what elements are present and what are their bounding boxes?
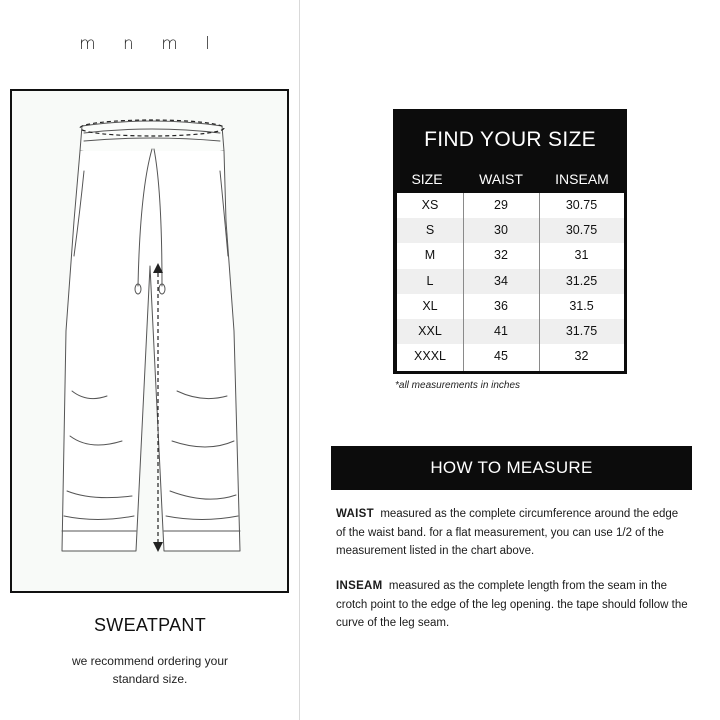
column-divider [539, 193, 540, 371]
cell-inseam: 30.75 [565, 198, 598, 212]
cell-inseam: 31.5 [569, 299, 594, 313]
header-inseam: INSEAM [555, 171, 609, 187]
cell-waist: 41 [494, 324, 508, 338]
waist-label: WAIST [336, 508, 374, 520]
cell-size: L [426, 274, 434, 288]
cell-inseam: 31.75 [565, 324, 598, 338]
left-panel [0, 0, 300, 720]
cell-inseam: 30.75 [565, 223, 598, 237]
illustration-frame [10, 89, 289, 593]
table-row [397, 218, 624, 243]
cell-inseam: 32 [574, 349, 589, 363]
cell-size: S [425, 223, 435, 237]
size-chart-body [397, 193, 624, 371]
table-row [397, 243, 624, 268]
cell-waist: 29 [494, 198, 508, 212]
how-to-measure-title: HOW TO MEASURE [331, 446, 692, 490]
cell-waist: 34 [494, 274, 508, 288]
table-row [397, 294, 624, 319]
inseam-instructions [336, 577, 688, 633]
inseam-label: INSEAM [336, 580, 383, 592]
waist-text: measured as the complete circumference around the edge of the waist band. for a flat measurement, you can use 1/2 of the measurement listed in the chart above. [336, 508, 679, 557]
waist-instructions [336, 505, 688, 561]
sweatpant-illustration [12, 91, 287, 591]
table-row [397, 269, 624, 294]
column-divider [463, 193, 464, 371]
cell-inseam: 31 [574, 248, 589, 262]
cell-waist: 30 [494, 223, 508, 237]
cell-waist: 45 [494, 349, 508, 363]
table-row [397, 319, 624, 344]
cell-size: XL [422, 299, 438, 313]
size-chart [393, 109, 627, 374]
measurement-footnote: *all measurements in inches [395, 380, 521, 391]
cell-size: XS [421, 198, 439, 212]
header-size: SIZE [411, 171, 443, 187]
inseam-text: measured as the complete length from the seam in the crotch point to the edge of the leg opening. the tape should follow the curve of the leg seam. [336, 580, 688, 629]
product-name: SWEATPANT [93, 615, 207, 635]
cell-inseam: 31.25 [565, 274, 598, 288]
table-row [397, 344, 624, 369]
cell-size: XXXL [414, 349, 446, 363]
size-chart-header [393, 171, 627, 193]
cell-size: XXL [418, 324, 442, 338]
cell-waist: 32 [494, 248, 508, 262]
cell-waist: 36 [494, 299, 508, 313]
size-chart-title: FIND YOUR SIZE [424, 128, 596, 151]
cell-size: M [424, 248, 436, 262]
table-row [397, 193, 624, 218]
header-waist: WAIST [479, 171, 523, 187]
brand-logo: m n m l [79, 34, 221, 54]
size-recommendation: we recommend ordering your standard size. [71, 654, 229, 686]
